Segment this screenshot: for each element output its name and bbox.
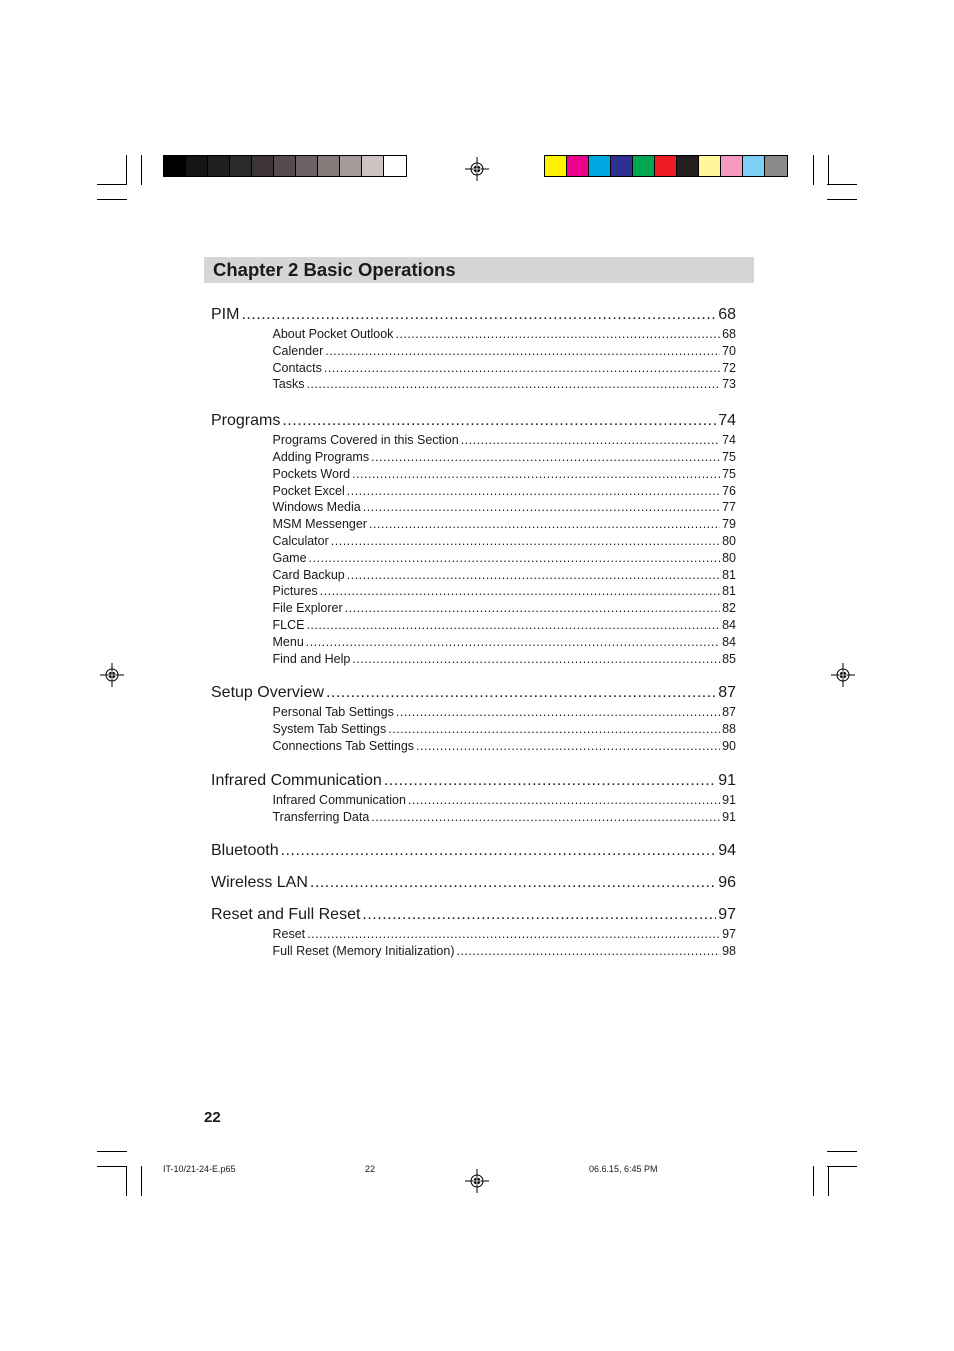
toc-entry-page: 74 — [718, 412, 736, 430]
color-swatch — [318, 156, 340, 176]
dot-leader — [307, 926, 720, 943]
toc-subentry[interactable] — [211, 792, 736, 809]
color-swatch — [699, 156, 721, 176]
color-swatch — [274, 156, 296, 176]
toc-subentry-page: 75 — [722, 466, 736, 481]
toc-subentry[interactable] — [211, 738, 736, 755]
toc-subentry-page: 77 — [722, 500, 736, 515]
registration-mark-icon — [465, 157, 489, 181]
toc-entry-page: 97 — [718, 906, 736, 924]
color-swatch — [545, 156, 567, 176]
crop-mark — [827, 1151, 857, 1152]
toc-subentry[interactable] — [211, 926, 736, 943]
dot-leader — [282, 410, 716, 432]
toc-subentry-page: 75 — [722, 449, 736, 464]
slug-filename: IT-10/21-24-E.p65 — [163, 1164, 236, 1174]
color-swatch — [589, 156, 611, 176]
toc-subentry[interactable] — [211, 943, 736, 960]
toc-section — [211, 304, 736, 393]
toc-entry-page: 96 — [718, 874, 736, 892]
toc-subentry-page: 74 — [722, 433, 736, 448]
toc-entry-title: Infrared Communication — [211, 771, 382, 789]
toc-entry[interactable] — [211, 410, 736, 432]
toc-subentry-title: Card Backup — [272, 567, 345, 582]
toc-subentry-title: Pockets Word — [272, 466, 351, 481]
toc-subentry-title: Connections Tab Settings — [272, 738, 415, 753]
toc-subentry-title: System Tab Settings — [272, 722, 387, 737]
toc-subentry[interactable] — [211, 432, 736, 449]
toc-subentry[interactable] — [211, 360, 736, 377]
toc-subentry[interactable] — [211, 449, 736, 466]
toc-subentry-page: 79 — [722, 517, 736, 532]
toc-entry-page: 91 — [718, 771, 736, 789]
toc-section — [211, 770, 736, 826]
toc-subentry[interactable] — [211, 634, 736, 651]
toc-subentry[interactable] — [211, 567, 736, 584]
toc-subentry-title: MSM Messenger — [272, 517, 367, 532]
registration-mark-icon — [465, 1169, 489, 1193]
toc-entry-page: 94 — [718, 842, 736, 860]
toc-subentry[interactable] — [211, 550, 736, 567]
dot-leader — [306, 376, 720, 393]
toc-subentry-title: Calculator — [272, 533, 329, 548]
toc-subentry[interactable] — [211, 343, 736, 360]
toc-subentry-title: FLCE — [272, 617, 305, 632]
dot-leader — [388, 721, 720, 738]
toc-subentry-title: Full Reset (Memory Initialization) — [272, 944, 455, 959]
toc-section — [211, 682, 736, 754]
toc-subentry[interactable] — [211, 600, 736, 617]
dot-leader — [347, 567, 720, 584]
color-swatch — [743, 156, 765, 176]
slug-timestamp: 06.6.15, 6:45 PM — [589, 1164, 658, 1174]
toc-entry-page: 87 — [718, 684, 736, 702]
toc-entry-page: 68 — [718, 306, 736, 323]
toc-subentry-page: 80 — [722, 533, 736, 548]
crop-mark — [97, 1166, 127, 1167]
toc-subentry-title: Reset — [272, 927, 306, 942]
dot-leader — [309, 550, 720, 567]
crop-mark — [827, 199, 857, 200]
color-swatch — [186, 156, 208, 176]
registration-mark-icon — [100, 663, 124, 687]
toc-entry[interactable] — [211, 904, 736, 926]
toc-subentry-page: 90 — [722, 738, 736, 753]
toc-entry[interactable] — [211, 304, 736, 326]
dot-leader — [326, 682, 716, 704]
dot-leader — [352, 651, 720, 668]
toc-subentry[interactable] — [211, 516, 736, 533]
dot-leader — [371, 449, 720, 466]
toc-subentry-title: Adding Programs — [272, 449, 370, 464]
dot-leader — [369, 516, 720, 533]
toc-subentry-title: Pictures — [272, 584, 318, 599]
crop-mark — [828, 1166, 829, 1196]
toc-entry[interactable] — [211, 770, 736, 792]
crop-mark — [813, 1166, 814, 1196]
toc-subentry-title: Find and Help — [272, 651, 351, 666]
crop-mark — [97, 199, 127, 200]
toc-section — [211, 872, 736, 894]
dot-leader — [461, 432, 720, 449]
dot-leader — [281, 840, 717, 862]
dot-leader — [362, 904, 716, 926]
toc-subentry-page: 98 — [722, 944, 736, 959]
toc-subentry-page: 82 — [722, 601, 736, 616]
color-swatch — [567, 156, 589, 176]
color-swatch — [384, 156, 406, 176]
toc-subentry-page: 87 — [722, 705, 736, 720]
color-swatch — [208, 156, 230, 176]
toc-subentry-title: Pocket Excel — [272, 483, 345, 498]
color-swatch — [633, 156, 655, 176]
toc-subentry-title: Programs Covered in this Section — [272, 433, 459, 448]
dot-leader — [371, 809, 720, 826]
toc-entry-title: Setup Overview — [211, 684, 324, 702]
crop-mark — [97, 184, 127, 185]
toc-subentry[interactable] — [211, 651, 736, 668]
toc-subentry-title: Game — [272, 550, 307, 565]
toc-section — [211, 840, 736, 862]
toc-subentry-page: 80 — [722, 550, 736, 565]
toc-section — [211, 904, 736, 960]
chapter-header-bar — [204, 257, 754, 283]
toc-subentry[interactable] — [211, 704, 736, 721]
crop-mark — [141, 1166, 142, 1196]
color-swatch — [721, 156, 743, 176]
grayscale-calibration-bar — [163, 155, 407, 177]
slug-page: 22 — [365, 1164, 376, 1174]
dot-leader — [306, 617, 720, 634]
toc-subentry[interactable] — [211, 617, 736, 634]
toc-subentry-title: Windows Media — [272, 500, 361, 515]
dot-leader — [352, 466, 720, 483]
toc-subentry-title: Tasks — [272, 377, 305, 392]
dot-leader — [345, 600, 720, 617]
color-calibration-bar — [544, 155, 788, 177]
toc-subentry[interactable] — [211, 466, 736, 483]
toc-entry-title: Wireless LAN — [211, 874, 308, 892]
color-swatch — [230, 156, 252, 176]
dot-leader — [306, 634, 720, 651]
color-swatch — [611, 156, 633, 176]
dot-leader — [395, 326, 720, 343]
crop-mark — [126, 155, 127, 185]
dot-leader — [384, 770, 716, 792]
toc-section — [211, 410, 736, 667]
crop-mark — [827, 184, 857, 185]
dot-leader — [325, 343, 720, 360]
dot-leader — [363, 499, 720, 516]
toc-subentry[interactable] — [211, 376, 736, 393]
toc-subentry-page: 84 — [722, 617, 736, 632]
crop-mark — [827, 1166, 857, 1167]
color-swatch — [252, 156, 274, 176]
toc-entry[interactable] — [211, 872, 736, 894]
chapter-title: Chapter 2 Basic Operations — [213, 259, 456, 280]
toc-subentry[interactable] — [211, 809, 736, 826]
toc-subentry-page: 84 — [722, 634, 736, 649]
toc-subentry-page: 91 — [722, 809, 736, 824]
toc-subentry[interactable] — [211, 533, 736, 550]
toc-subentry-title: Transferring Data — [272, 809, 370, 824]
toc-subentry-title: Personal Tab Settings — [272, 705, 394, 720]
toc-subentry-page: 76 — [722, 483, 736, 498]
registration-mark-icon — [831, 663, 855, 687]
toc-entry-title: PIM — [211, 306, 240, 323]
toc-subentry-title: Infrared Communication — [272, 792, 406, 807]
crop-mark — [828, 155, 829, 185]
toc-subentry-page: 85 — [722, 651, 736, 666]
toc-subentry[interactable] — [211, 499, 736, 516]
toc-subentry-page: 73 — [722, 377, 736, 392]
color-swatch — [340, 156, 362, 176]
dot-leader — [396, 704, 720, 721]
toc-subentry[interactable] — [211, 483, 736, 500]
toc-entry[interactable] — [211, 840, 736, 862]
toc-subentry-title: Menu — [272, 634, 304, 649]
crop-mark — [97, 1151, 127, 1152]
toc-subentry-title: File Explorer — [272, 601, 343, 616]
toc-subentry-page: 72 — [722, 360, 736, 375]
dot-leader — [457, 943, 721, 960]
crop-mark — [813, 155, 814, 185]
toc-subentry-page: 81 — [722, 567, 736, 582]
toc-entry-title: Reset and Full Reset — [211, 906, 361, 924]
dot-leader — [241, 304, 716, 326]
toc-entry-title: Programs — [211, 412, 281, 430]
toc-subentry-page: 70 — [722, 343, 736, 358]
toc-subentry[interactable] — [211, 326, 736, 343]
toc-subentry-page: 68 — [722, 327, 736, 341]
dot-leader — [310, 872, 716, 894]
dot-leader — [324, 360, 720, 377]
toc-entry-title: Bluetooth — [211, 842, 279, 860]
page-number: 22 — [204, 1109, 221, 1126]
table-of-contents — [211, 292, 736, 960]
toc-subentry-title: Contacts — [272, 360, 322, 375]
color-swatch — [677, 156, 699, 176]
dot-leader — [331, 533, 720, 550]
toc-subentry-page: 88 — [722, 722, 736, 737]
toc-subentry-title: About Pocket Outlook — [272, 327, 394, 341]
dot-leader — [408, 792, 720, 809]
toc-subentry[interactable] — [211, 721, 736, 738]
toc-entry[interactable] — [211, 682, 736, 704]
toc-subentry-page: 81 — [722, 584, 736, 599]
toc-subentry-page: 97 — [722, 927, 736, 942]
crop-mark — [141, 155, 142, 185]
color-swatch — [296, 156, 318, 176]
dot-leader — [347, 483, 720, 500]
color-swatch — [362, 156, 384, 176]
color-swatch — [765, 156, 787, 176]
crop-mark — [126, 1166, 127, 1196]
color-swatch — [655, 156, 677, 176]
color-swatch — [164, 156, 186, 176]
toc-subentry-title: Calender — [272, 343, 324, 358]
dot-leader — [320, 583, 720, 600]
toc-subentry[interactable] — [211, 583, 736, 600]
dot-leader — [416, 738, 720, 755]
toc-subentry-page: 91 — [722, 792, 736, 807]
